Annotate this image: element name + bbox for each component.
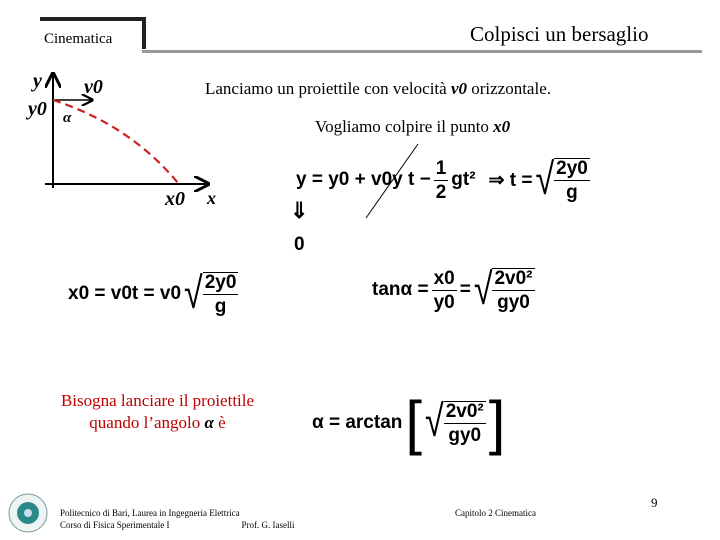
footer-institution-line: Politecnico di Bari, Laurea in Ingegneria Elettrica: [60, 508, 240, 518]
numerator: 2y0: [556, 158, 588, 179]
eq-time-half: [434, 159, 449, 202]
equation-tan: [372, 264, 535, 315]
sqrt-expression: [473, 264, 535, 315]
denominator: gy0: [497, 292, 530, 313]
note-alpha-symbol: α: [204, 413, 214, 432]
university-logo: [7, 492, 49, 534]
sqrt-expression: [425, 397, 486, 447]
x0-label: x0: [165, 188, 185, 210]
sqrt-icon: √: [473, 264, 493, 315]
eq-tan-ratio: [432, 269, 457, 312]
note-line-1: Bisogna lanciare il proiettile: [60, 391, 255, 410]
numerator: x0: [433, 267, 455, 289]
footer-institution: [60, 507, 294, 531]
denominator: y0: [433, 291, 455, 313]
trajectory-curve: [53, 100, 178, 183]
page-number: 9: [651, 495, 658, 510]
section-label: Cinematica: [44, 31, 113, 47]
zero-value: 0: [294, 234, 305, 255]
right-bracket: ]: [488, 389, 506, 456]
footer-chapter: Capitolo 2 Cinematica: [455, 508, 536, 518]
sqrt-icon: √: [425, 397, 444, 447]
footer-professor: Prof. G. Iaselli: [241, 520, 295, 530]
intro-line: [205, 79, 551, 99]
equation-time: [296, 154, 590, 205]
sqrt-icon: √: [184, 268, 203, 319]
intro-velocity-symbol: v0: [450, 79, 467, 98]
left-bracket: [: [405, 389, 423, 456]
numerator: 2v0²: [494, 268, 533, 289]
note-text: quando l’angolo: [89, 413, 201, 432]
y-axis-label: y: [33, 70, 42, 92]
intro-text-end: orizzontale.: [471, 79, 551, 98]
slide-title: Colpisci un bersaglio: [470, 22, 649, 46]
footer-course: Corso di Fisica Sperimentale I: [60, 520, 170, 530]
denominator: gy0: [448, 424, 482, 446]
header-rule: [142, 50, 702, 53]
eq-tan-lhs: tanα =: [372, 279, 429, 300]
numerator: 2y0: [204, 272, 237, 293]
sqrt-expression: [184, 268, 238, 319]
target-text: Vogliamo colpire il punto: [315, 117, 489, 136]
eq-time-lhs: y = y0 + v0y t −: [296, 169, 431, 190]
target-symbol: x0: [493, 117, 511, 136]
denominator: g: [566, 182, 578, 203]
sqrt-icon: √: [535, 154, 555, 205]
equation-arctan: [312, 388, 505, 457]
target-line: [315, 117, 510, 137]
eq-time-implies: ⇒ t =: [488, 169, 533, 191]
alpha-label: α: [63, 110, 72, 126]
denominator: g: [214, 296, 227, 317]
y0-label: y0: [28, 98, 47, 120]
footer-course-line: [60, 519, 294, 531]
v0-label: v0: [84, 76, 103, 98]
x-axis-label: x: [207, 188, 216, 208]
denominator: 2: [435, 181, 447, 203]
numerator: 2v0²: [445, 400, 484, 422]
equals-sign: =: [459, 279, 471, 300]
eq-arctan-lhs: α = arctan: [312, 411, 403, 433]
sqrt-expression: [535, 154, 589, 205]
note-line-2: [35, 412, 280, 434]
note-text-end: è: [218, 413, 226, 432]
down-arrow: ⇓: [290, 198, 309, 223]
conclusion-note: [35, 390, 280, 434]
equation-range: [68, 268, 238, 319]
numerator: 1: [435, 157, 447, 179]
intro-text: Lanciamo un proiettile con velocità: [205, 79, 447, 98]
eq-range-lhs: x0 = v0t = v0: [68, 283, 182, 304]
eq-time-tail: gt²: [451, 169, 476, 190]
